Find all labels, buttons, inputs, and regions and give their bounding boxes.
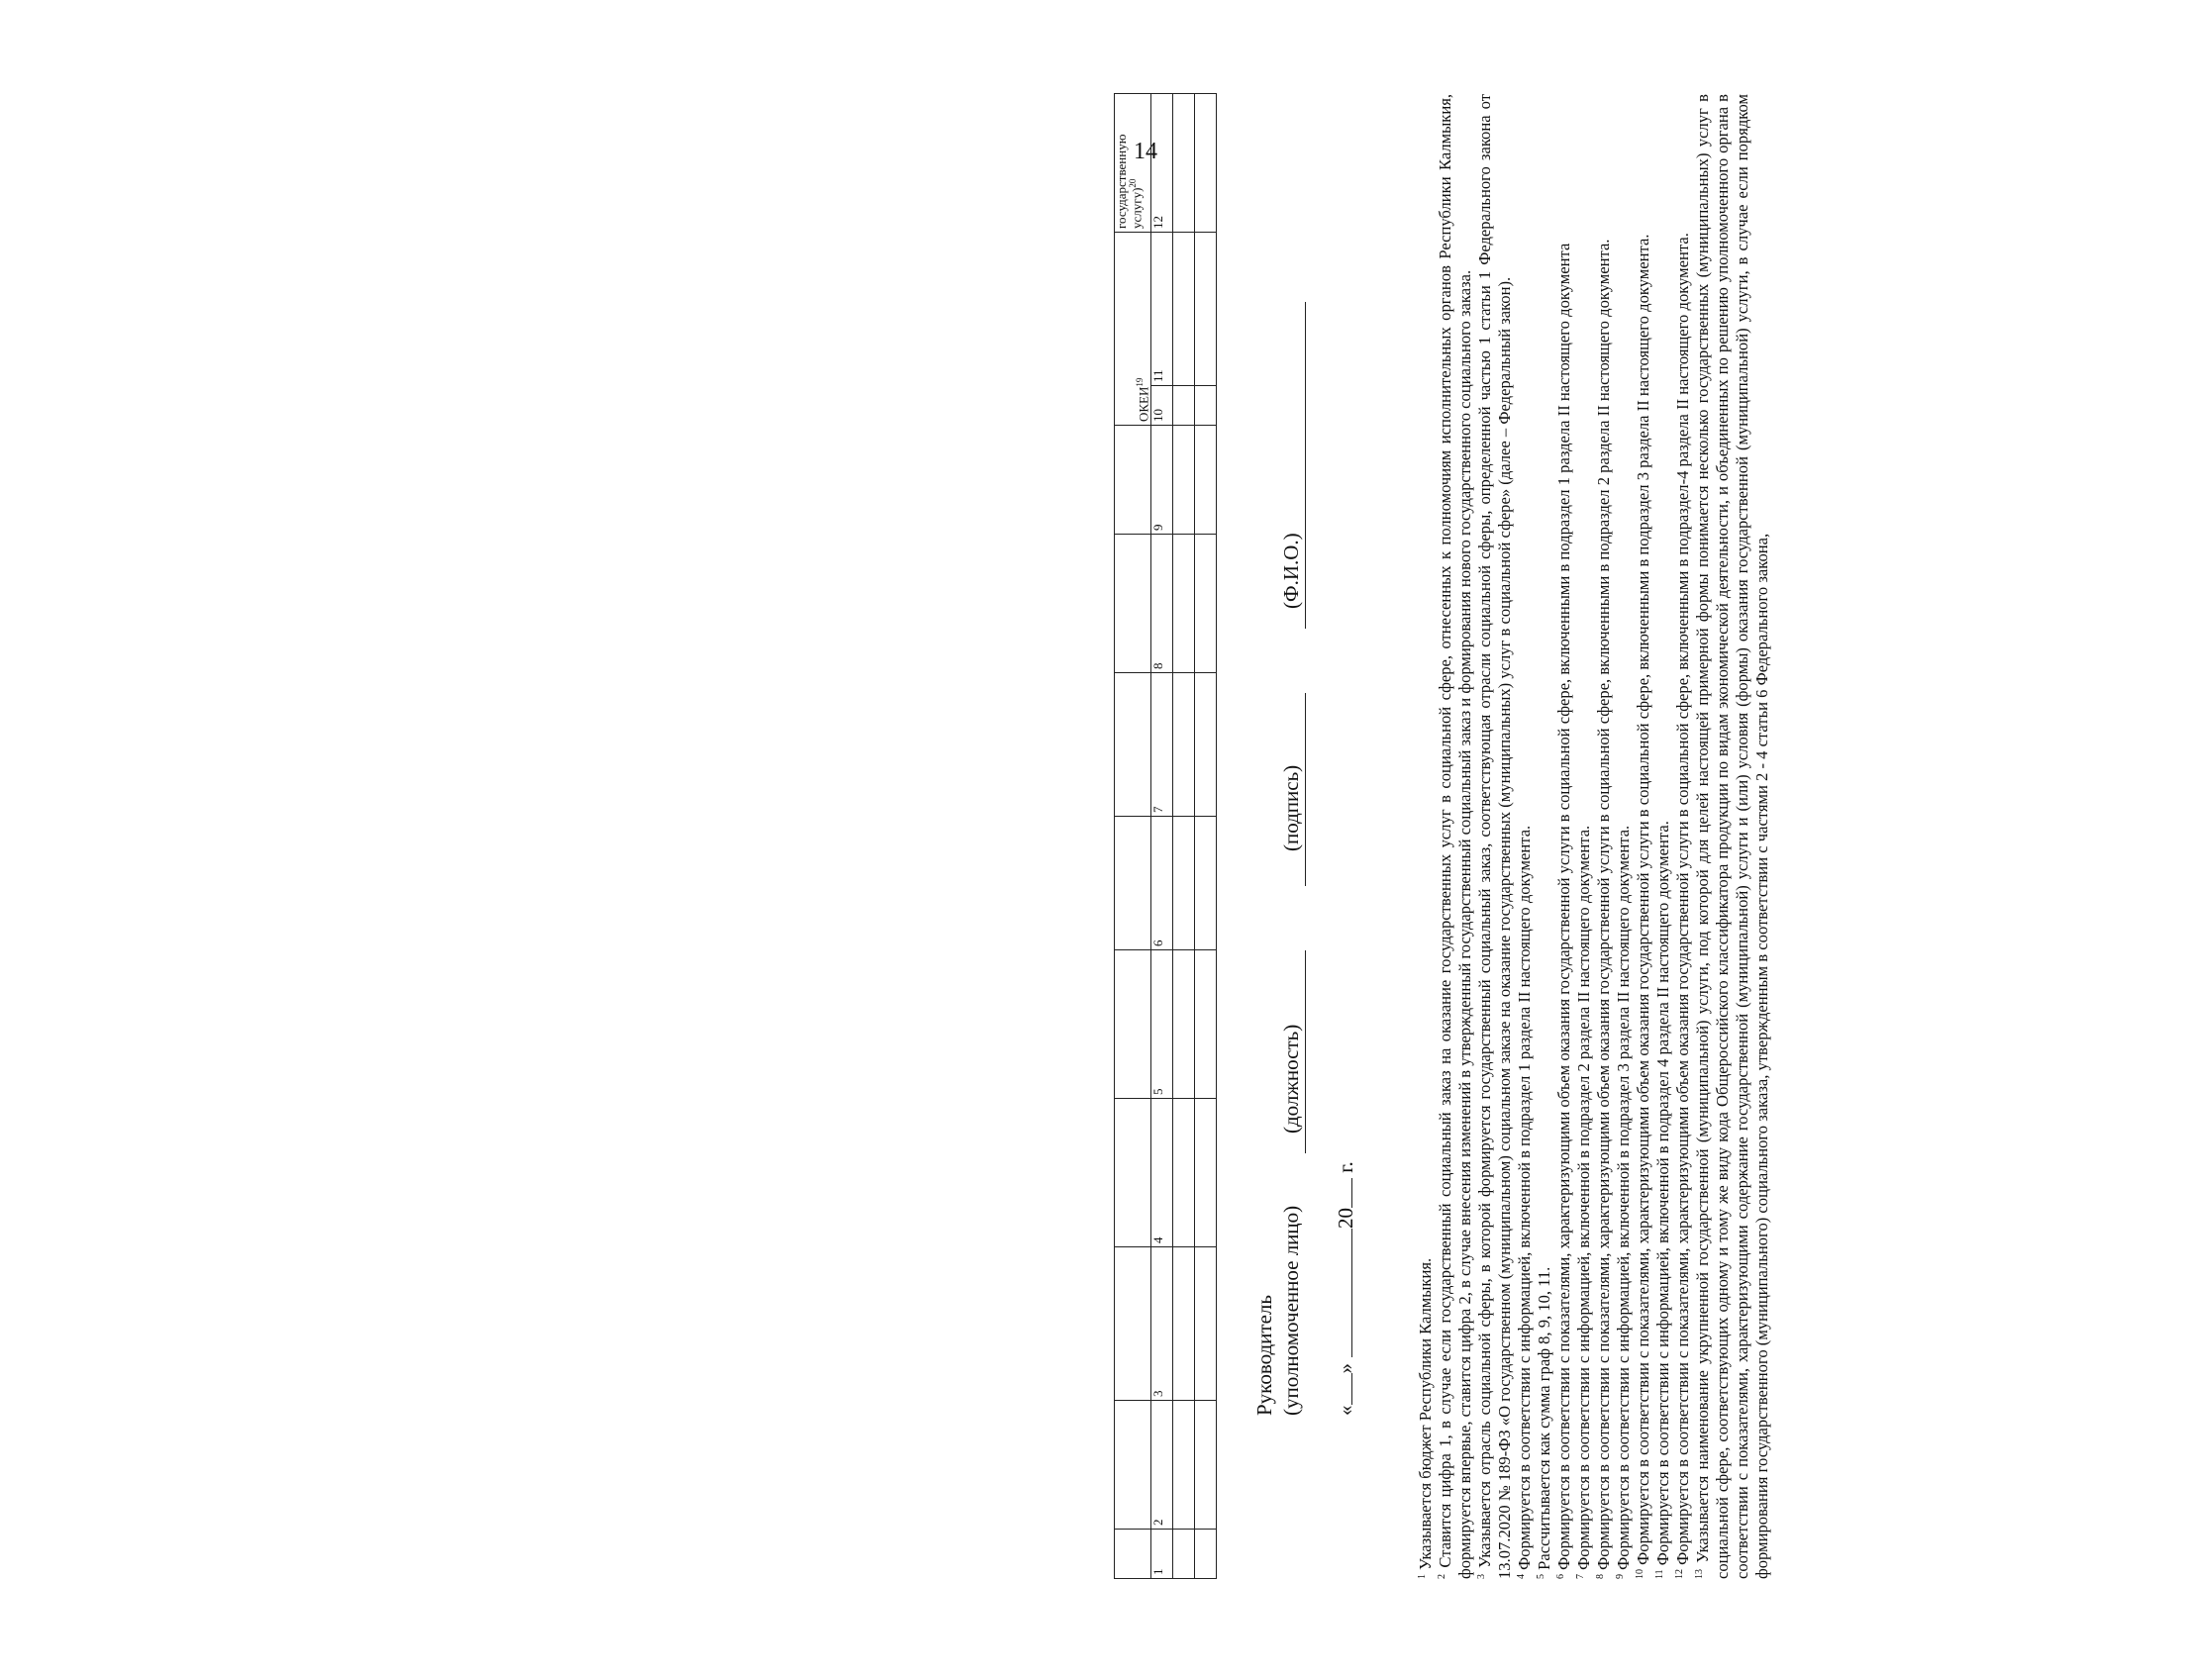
name-caption: (Ф.И.О.) — [1279, 533, 1303, 609]
footnote: $^6$ Формируется в соответствии с показателями, характеризующими объем оказания государственной услуги в социальной сфере, включенными в подраздел 1 раздела II настоящего документа — [1554, 243, 1573, 1579]
rotated-sheet — [1114, 94, 2193, 1579]
year-blank — [1338, 1178, 1352, 1208]
col-number: 12 — [1151, 93, 1173, 232]
column-number-row — [1151, 93, 1173, 1578]
col-number: 1 — [1151, 1530, 1173, 1579]
footnote: $^1$ Указывается бюджет Республики Калмыкия. — [1416, 1257, 1435, 1579]
footnote: $^9$ Формируется в соответствии с информацией, включенной в подраздел 3 раздела II настоящего документа. — [1614, 825, 1633, 1579]
footnote: $^2$ Ставится цифра 1, в случае если государственный социальный заказ на оказание государственных услуг в социальной сфере, отнесенных к полномочиям исполнительных органов Республики Калмыкия, формируется впервые, ставится цифра 2, в случае внесения изменений в утвержденный государственный социальный заказ и формирования нового государственного социального заказа. — [1436, 94, 1474, 1579]
col-number: 3 — [1151, 1247, 1173, 1401]
footnote: $^7$ Формируется в соответствии с информацией, включенной в подраздел 2 раздела II настоящего документа. — [1574, 825, 1593, 1579]
table-row — [1195, 93, 1217, 1578]
month-blank — [1338, 1229, 1352, 1357]
position-caption: (должность) — [1279, 1024, 1303, 1134]
table-header-row — [1115, 93, 1151, 1578]
head-label: Руководитель — [1252, 1295, 1276, 1416]
footnote: $^{12}$ Формируется в соответствии с показателями, характеризующими объем оказания государственной услуги в социальной сфере, включенными в подраздел-4 раздела II настоящего документа. — [1673, 233, 1692, 1579]
signature-caption: (подпись) — [1279, 764, 1303, 851]
table-row — [1173, 93, 1195, 1578]
last-column-header: государственную услугу)$^{20}$ — [1115, 93, 1151, 232]
col-number: 6 — [1151, 817, 1173, 950]
okei-header: ОКЕИ$^{19}$ — [1115, 232, 1151, 425]
head-sublabel: (уполномоченное лицо) — [1279, 1205, 1303, 1416]
signature-line — [1304, 693, 1306, 886]
footnote: $^3$ Указывается отрасль социальной сферы, в которой формируется государственный социальный заказ, соответствующая отрасли социальной сферы, определенной частью 1 статьи 1 Федерального закона от 13.07.2020 № 189-ФЗ «О государственном (муниципальном) социальном заказе на оказание государственных (муниципальных) услуг в социальной сфере» (далее – Федеральный закон). — [1475, 94, 1514, 1579]
col-number: 9 — [1151, 426, 1173, 535]
col-number: 2 — [1151, 1401, 1173, 1530]
date-open-quote: « — [1334, 1405, 1357, 1416]
footnote: $^4$ Формируется в соответствии с информацией, включенной в подраздел 1 раздела II настоящего документа. — [1515, 825, 1534, 1579]
col-number: 4 — [1151, 1099, 1173, 1247]
col-number: 7 — [1151, 673, 1173, 817]
col-number: 10 — [1151, 386, 1173, 426]
order-table — [1114, 93, 1217, 1579]
footnote: $^5$ Рассчитывается как сумма граф 8, 9, 10, 11. — [1535, 1266, 1553, 1579]
footnotes — [1416, 94, 1772, 1579]
position-line — [1304, 950, 1306, 1153]
footnote: $^{10}$ Формируется в соответствии с показателями, характеризующими объем оказания государственной услуги в социальной сфере, включенными в подраздел 3 раздела II настоящего документа. — [1634, 234, 1652, 1579]
date-close-quote: » — [1334, 1363, 1357, 1374]
col-number: 8 — [1151, 535, 1173, 673]
footnote: $^{13}$ Указывается наименование укрупненной государственной (муниципальной) услуги, под которой для целей настоящей примерной формы понимается несколько государственных (муниципальных) услуг в социальной сфере, соответствующих одному и тому же виду кода Общероссийского классификатора продукции по видам экономической деятельности, и объединенных по решению уполномоченного органа в соответствии с показателями, характеризующими содержание государственной (муниципальной) услуги и (или) условия (формы) оказания государственной (муниципальной) услуги, в случае если порядком формирования государственного (муниципального) социального заказа, утвержденным в соответствии с частями 2 - 4 статьи 6 Федерального закона, — [1693, 94, 1771, 1579]
col-number: 5 — [1151, 950, 1173, 1099]
name-line — [1304, 302, 1306, 629]
date-line — [1334, 1161, 1358, 1416]
day-blank — [1338, 1374, 1352, 1406]
footnote: $^8$ Формируется в соответствии с показателями, характеризующими объем оказания государственной услуги в социальной сфере, включенными в подраздел 2 раздела II настоящего документа. — [1594, 239, 1613, 1579]
page-number: 14 — [1134, 139, 1157, 164]
col-number: 11 — [1151, 232, 1173, 385]
footnote: $^{11}$ Формируется в соответствии с информацией, включенной в подраздел 4 раздела II настоящего документа. — [1653, 821, 1672, 1579]
year-prefix: 20 — [1334, 1208, 1357, 1229]
year-suffix: г. — [1334, 1161, 1357, 1173]
